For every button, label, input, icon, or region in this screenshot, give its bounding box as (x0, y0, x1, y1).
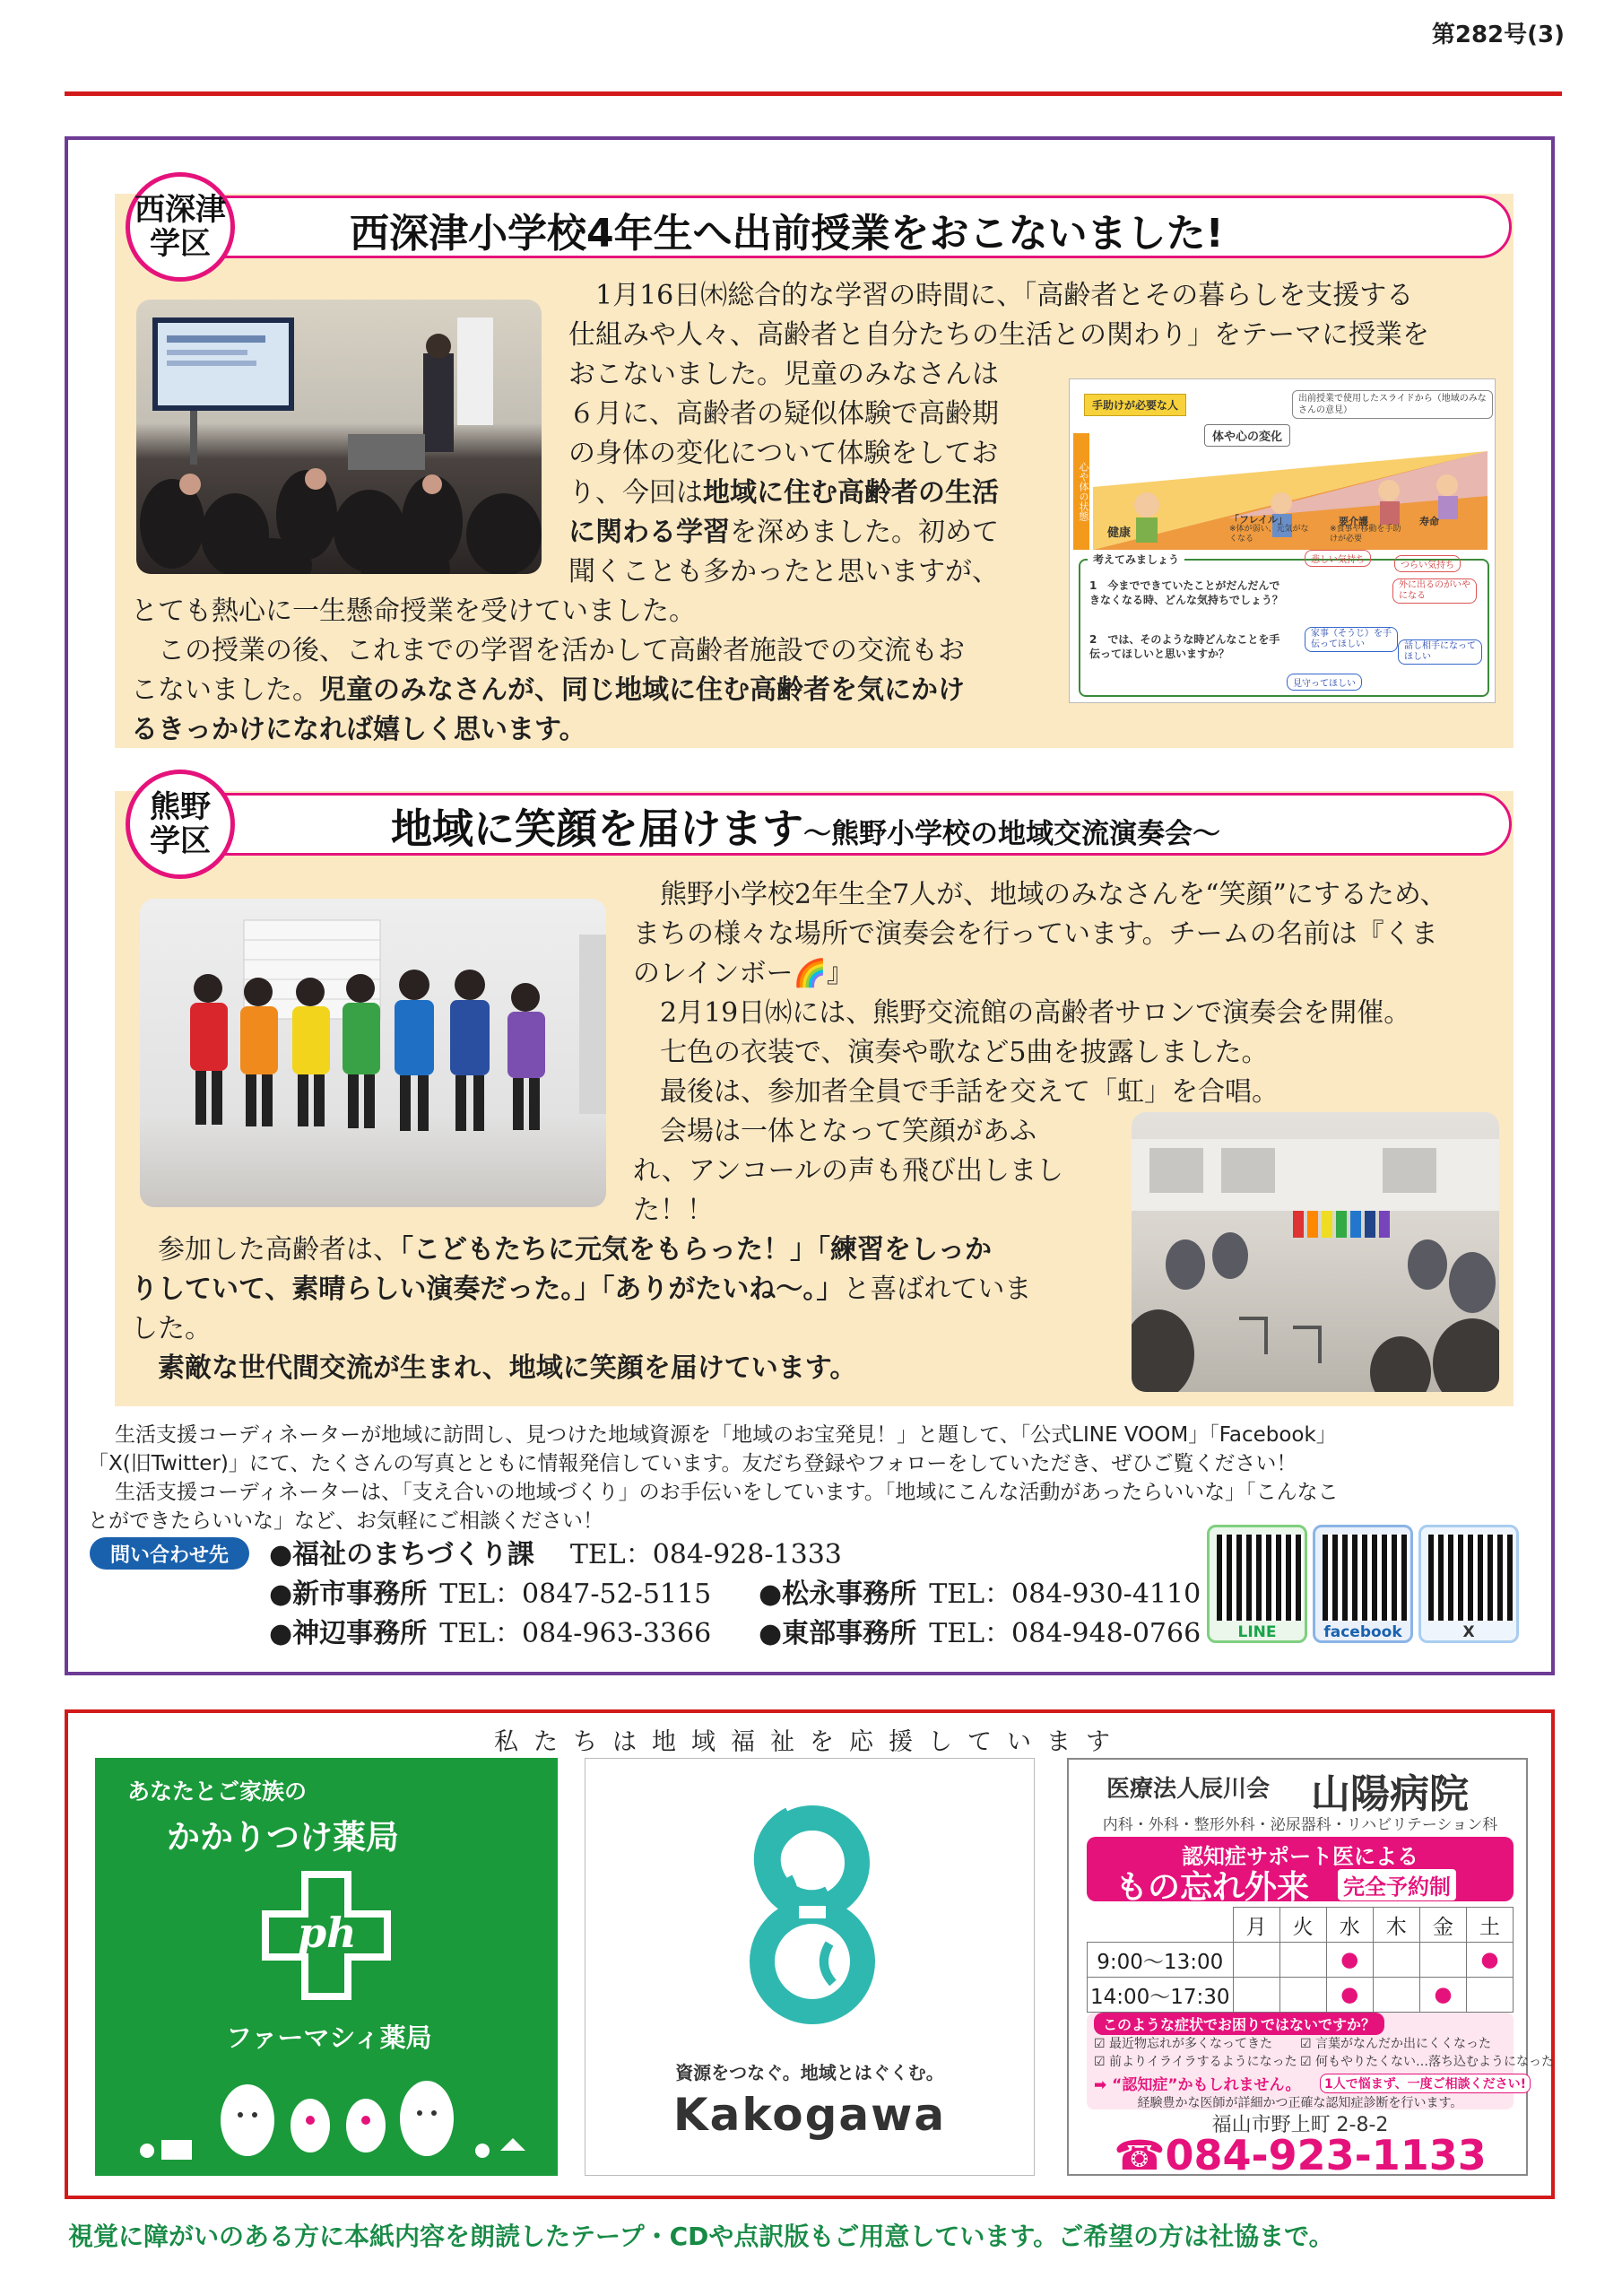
section2-main-title: 地域に笑顔を届けます (391, 804, 803, 853)
article-line: 1月16日㈭総合的な学習の時間に、「高齢者とその暮らしを支援する (595, 280, 1414, 311)
slide-answer: 外に出るのがいやになる (1392, 578, 1477, 604)
article-line: とても熱心に一生懸命授業を受けていました。 (131, 596, 696, 627)
notice-line: とができたらいいな」など、お気軽にご相談ください！ (88, 1509, 603, 1533)
performance-photo (140, 899, 606, 1207)
text-run: 参加した高齢者は、 (158, 1234, 400, 1265)
office-name: ●新市事務所 (269, 1578, 428, 1610)
office-name: ●福祉のまちづくり課 (269, 1539, 534, 1570)
kakogawa-logo-icon (736, 1800, 889, 2024)
slide-question-1: 1 今までできていたことがだんだんできなくなる時、どんな気持ちでしょう？ (1089, 579, 1283, 606)
slide-note: 出前授業で使用したスライドから（地域のみなさんの意見） (1292, 390, 1493, 419)
badge-line: 西深津 (134, 191, 226, 228)
schedule-header-row (1088, 1908, 1514, 1943)
office-tel[interactable]: TEL：084-930-4110 (929, 1578, 1201, 1610)
header-rule (65, 91, 1562, 96)
contact-tag: 問い合わせ先 (90, 1537, 249, 1570)
symptom-item: ☑ 何もやりたくない…落ち込むようになった (1300, 2055, 1554, 2069)
qr-code-icon (1428, 1535, 1514, 1621)
schedule-mark (1279, 1943, 1326, 1978)
office-tobu (759, 1611, 1201, 1650)
line-qr[interactable] (1207, 1525, 1307, 1643)
qr-label: LINE (1237, 1623, 1277, 1641)
slide-care: 要介護 (1339, 516, 1368, 527)
schedule-day: 火 (1279, 1908, 1326, 1943)
article-line: ６月に、高齢者の疑似体験で高齢期 (568, 398, 999, 430)
bold-text: 「こどもたちに元気をもらった！」「練習をしっか (400, 1234, 992, 1265)
schedule-mark (1466, 1978, 1513, 2013)
pharmacy-mascots-icon (131, 2070, 534, 2169)
article-line: この授業の後、これまでの学習を活かして高齢者施設での交流もお (158, 635, 965, 666)
hospital-departments: 内科・外科・整形外科・泌尿器科・リハビリテーション科 (1102, 1816, 1498, 1834)
office-kannabe (269, 1611, 711, 1650)
section2-subtitle: 〜熊野小学校の地域交流演奏会〜 (803, 818, 1220, 850)
clinic-reservation: 完全予約制 (1338, 1869, 1456, 1900)
bold-text: るきっかけになれば嬉しく思います。 (131, 714, 586, 745)
office-tel[interactable]: TEL：084-963-3366 (439, 1618, 712, 1649)
office-tel[interactable]: TEL：084-948-0766 (929, 1618, 1201, 1649)
text-run: こないました。 (131, 674, 319, 706)
facebook-qr[interactable] (1313, 1525, 1413, 1643)
schedule-mark (1373, 1978, 1419, 2013)
slide-think-label: 考えてみましょう (1088, 552, 1184, 567)
hospital-org: 医療法人辰川会 (1106, 1776, 1271, 1803)
doctor-note: 経験豊かな医師が詳細かつ正確な認知症診断を行います。 (1137, 2096, 1463, 2110)
article-line (131, 1270, 1031, 1309)
article-line: 熊野小学校2年生全7人が、地域のみなさんを“笑顔”にするため、 (660, 879, 1447, 910)
clinic-support: 認知症サポート医による (1182, 1844, 1418, 1869)
schedule-corner (1088, 1908, 1234, 1943)
slide-answer: 家事（そうじ）を手伝ってほしい (1305, 627, 1398, 652)
schedule-day: 水 (1326, 1908, 1373, 1943)
pharmacy-line1: あなたとご家族の (127, 1779, 308, 1805)
slide-healthy: 健康 (1107, 526, 1132, 540)
dementia-warning: ➡ “認知症”かもしれません。 (1094, 2076, 1301, 2094)
bold-text: 児童のみなさんが、同じ地域に住む高齢者を気にかけ (319, 674, 965, 706)
slide-answer: つらい気持ち (1394, 555, 1461, 572)
office-tel[interactable]: TEL：084-928-1333 (569, 1539, 842, 1570)
article-line: た！！ (633, 1195, 714, 1226)
article-line: の身体の変化について体験をしてお (568, 438, 999, 469)
clinic-name: もの忘れ外来 (1115, 1869, 1310, 1906)
bold-text: に関わる学習 (568, 517, 730, 548)
notice-line: 生活支援コーディネーターは、「支え合いの地域づくり」のお手伝いをしています。「地域にこんな活動があったらいいな」「こんなこ (115, 1481, 1339, 1504)
slide-change-label: 体や心の変化 (1204, 424, 1290, 447)
kakogawa-tagline: 資源をつなぐ。地域とはぐくむ。 (675, 2062, 944, 2083)
issue-number: 第282号(3) (1431, 22, 1565, 48)
office-name: ●神辺事務所 (269, 1618, 428, 1649)
x-qr[interactable] (1418, 1525, 1519, 1643)
slide-care-note: ※食事や移動を手助けが必要 (1330, 525, 1401, 544)
pharmacy-line2: かかりつけ薬局 (167, 1818, 399, 1857)
pharmacy-ad (95, 1758, 558, 2176)
bold-text: 地域に住む高齢者の生活 (703, 477, 999, 509)
article-line: おこないました。児童のみなさんは (568, 359, 999, 390)
schedule-day: 金 (1419, 1908, 1466, 1943)
office-name: ●松永事務所 (759, 1578, 917, 1610)
text-run: と喜ばれていま (843, 1274, 1032, 1305)
schedule-day: 木 (1373, 1908, 1419, 1943)
section1-title: 西深津小学校4年生へ出前授業をおこないました! (350, 211, 1224, 257)
article-line: れ、アンコールの声も飛び出しまし (633, 1155, 1063, 1187)
text-run: り、今回は (568, 477, 703, 509)
bold-text: 素敵な世代間交流が生まれ、地域に笑顔を届けています。 (158, 1352, 857, 1384)
sns-notice (88, 1421, 1549, 1535)
notice-line: 生活支援コーディネーターが地域に訪問し、見つけた地域資源を「地域のお宝発見！」と題して、「公式LINE VOOM」「Facebook」 (115, 1423, 1337, 1447)
schedule-mark (1233, 1978, 1279, 2013)
schedule-day: 土 (1466, 1908, 1513, 1943)
section1-district-badge (126, 172, 235, 282)
section2-title (391, 796, 1220, 856)
qr-code-icon (1323, 1535, 1409, 1621)
article-line: まちの様々な場所で演奏会を行っています。チームの名前は『くま (633, 918, 1438, 950)
slide-answer: 話し相手になってほしい (1398, 639, 1482, 665)
symptom-item: ☑ 最近物忘れが多くなってきた (1094, 2037, 1273, 2051)
qr-label: X (1462, 1623, 1475, 1641)
article-line: 聞くことも多かったと思いますが、 (568, 556, 999, 587)
slide-frail-note: ※体が弱い、元気がなくなる (1229, 525, 1309, 544)
slide-tag: 手助けが必要な人 (1084, 394, 1186, 416)
article-line (568, 474, 999, 513)
schedule-row (1088, 1978, 1514, 2013)
article-line: 仕組みや人々、高齢者と自分たちの生活との関わり」をテーマに授業を (568, 319, 1429, 351)
badge-line: 学区 (150, 823, 211, 859)
symptom-item: ☑ 言葉がなんだか出にくくなった (1300, 2037, 1492, 2051)
slide-answer: 悲しい気持ち (1305, 550, 1371, 567)
schedule-row (1088, 1943, 1514, 1978)
qr-label: facebook (1323, 1623, 1402, 1641)
pharmacy-logo-text: ph (298, 1909, 357, 1957)
symptom-question: このような症状でお困りではないですか？ (1094, 2013, 1384, 2035)
text-run: を深めました。初めて (730, 517, 999, 548)
schedule-mark: ● (1466, 1943, 1513, 1978)
consult-note: 1人で悩まず、一度ご相談ください! (1320, 2074, 1531, 2093)
schedule-time: 14:00〜17:30 (1088, 1978, 1234, 2013)
salon-photo (1132, 1112, 1499, 1392)
badge-line: 学区 (150, 226, 211, 262)
hospital-address: 福山市野上町 2-8-2 (1211, 2114, 1389, 2136)
office-matsunaga (759, 1571, 1201, 1611)
slide-question-2: 2 では、そのような時どんなことを手伝ってほしいと思いますか？ (1089, 633, 1280, 660)
article-line (131, 671, 965, 710)
article-line (158, 1349, 856, 1388)
schedule-mark: ● (1419, 1978, 1466, 2013)
schedule-mark: ● (1326, 1978, 1373, 2013)
pharmacy-name: ファーマシィ薬局 (226, 2022, 432, 2053)
hospital-ad (1067, 1758, 1554, 2179)
article-line: した。 (131, 1313, 212, 1344)
slide-lifespan: 寿命 (1419, 516, 1439, 527)
section2-district-badge (126, 770, 235, 879)
symptom-item: ☑ 前よりイライラするようになった (1094, 2055, 1297, 2069)
article-line: 七色の衣装で、演奏や歌など5曲を披露しました。 (660, 1037, 1269, 1068)
slide-answer: 見守ってほしい (1287, 674, 1362, 691)
qr-code-icon (1217, 1535, 1303, 1621)
office-tel[interactable]: TEL：0847-52-5115 (439, 1578, 712, 1610)
schedule-mark (1279, 1978, 1326, 2013)
hospital-phone[interactable]: ☎084-923-1133 (1114, 2131, 1487, 2179)
schedule-time: 9:00〜13:00 (1088, 1943, 1234, 1978)
article-line (131, 710, 586, 750)
badge-line: 熊野 (150, 788, 211, 825)
schedule-day: 月 (1233, 1908, 1279, 1943)
hospital-name: 山陽病院 (1311, 1771, 1469, 1817)
office-welfare (269, 1532, 842, 1571)
kakogawa-ad (585, 1758, 1035, 2176)
bold-text: りしていて、素晴らしい演奏だった。」「ありがたいね〜。」 (131, 1274, 844, 1305)
clinic-schedule (1087, 1907, 1514, 2013)
classroom-photo (136, 300, 542, 574)
article-line: 最後は、参加者全員で手話を交えて「虹」を合唱。 (660, 1076, 1279, 1108)
office-name: ●東部事務所 (759, 1618, 917, 1649)
kakogawa-name: Kakogawa (672, 2089, 947, 2141)
accessibility-footer: 視覚に障がいのある方に本紙内容を朗読したテープ・CDや点訳版もご用意しています。ご希望の方は社協まで。 (68, 2222, 1334, 2251)
notice-line: 「X(旧Twitter)」にて、たくさんの写真とともに情報発信しています。友だち登録やフォローをしていただき、ぜひご覧ください！ (88, 1452, 1297, 1475)
schedule-mark (1373, 1943, 1419, 1978)
schedule-mark: ● (1326, 1943, 1373, 1978)
slide-frail: 「フレイル」 (1229, 514, 1288, 526)
lesson-slide (1069, 378, 1496, 703)
article-line: 2月19日㈬には、熊野交流館の高齢者サロンで演奏会を開催。 (660, 997, 1411, 1029)
sponsor-title: 私たちは地域福祉を応援しています (494, 1728, 1125, 1756)
schedule-mark (1419, 1943, 1466, 1978)
article-line: 会場は一体となって笑顔があふ (660, 1116, 1037, 1147)
article-line (568, 513, 999, 552)
article-line (158, 1231, 992, 1270)
schedule-mark (1233, 1943, 1279, 1978)
article-line: のレインボー🌈』 (633, 958, 854, 989)
office-shinichi (269, 1571, 711, 1611)
slide-side-label: 心や体の状態 (1073, 433, 1089, 550)
